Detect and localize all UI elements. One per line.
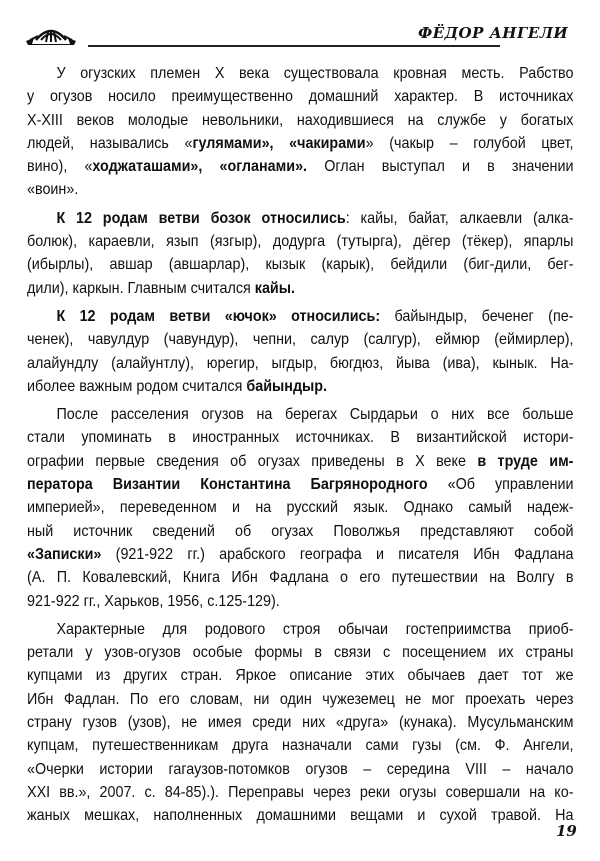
text-run: людей, назывались « [27, 134, 193, 152]
bold-text: ходжаташами», «огланами». [92, 158, 308, 176]
page-number: 19 [556, 822, 577, 840]
paragraph [27, 403, 573, 613]
bold-text: байындыр. [246, 377, 328, 395]
text-line [27, 520, 573, 543]
text-run: У огузских племен Х века существовала кровная месть. Рабство [56, 65, 574, 82]
paragraph [27, 62, 573, 202]
text-line [27, 277, 573, 300]
text-run: (ибырлы), авшар (авшарлар), кызык (карык), бейдили (биг-дили, бег- [27, 256, 574, 274]
paragraph [27, 207, 573, 300]
body-text [27, 62, 573, 828]
text-line [27, 132, 573, 155]
text-line [27, 62, 573, 85]
text-line [27, 711, 573, 734]
text-run: (921-922 гг.) арабского географа и писателя Ибн Фадлана [101, 545, 574, 563]
text-run: иболее важным родом считался [27, 377, 247, 395]
text-run: ченек), чавулдур (чавундур), чепни, салур (салгур), еймюр (еймирлер), [27, 331, 574, 349]
text-run: ный источник сведений об огузах Поволжья представляют собой [27, 522, 574, 540]
bold-text: К 12 родам ветви бозок относились [56, 209, 346, 227]
text-run: дили), каркын. Главным считался [27, 279, 255, 297]
text-run: у огузов носило преимущественно домашний характер. В источниках [27, 88, 574, 106]
text-line [27, 328, 573, 351]
text-run: После расселения огузов на берегах Сырдарьи о них все больше [56, 406, 574, 424]
text-line [27, 178, 573, 201]
text-line [27, 207, 573, 230]
running-header [0, 0, 600, 52]
text-run: Оглан выступал и в значении [307, 158, 574, 176]
text-line [27, 688, 573, 711]
text-line [27, 543, 573, 566]
text-run: : кайы, байат, алкаевли (алка- [345, 209, 574, 227]
text-run: империей», переведенном и на русский язык. Однако самый надеж- [27, 499, 574, 517]
text-run: алайундлу (алайунтлу), юрегир, ыгдыр, бюгдюз, йыва (ива), кынык. На- [27, 354, 574, 372]
text-run: XXI вв.», 2007. с. 84-85).). Переправы через реки огузы совершали на ко- [27, 783, 574, 801]
text-line [27, 566, 573, 589]
text-line [27, 155, 573, 178]
text-line [27, 403, 573, 426]
text-run: «Об управлении [427, 476, 574, 494]
text-line [27, 758, 573, 781]
text-run: болюк), караевли, язып (язгыр), додурга (тутырга), дёгер (тёкер), япарлы [27, 233, 574, 251]
text-line [27, 473, 573, 496]
text-line [27, 590, 573, 613]
text-run: Х-XIII веков молодые невольники, находившиеся на службе у богатых [27, 111, 574, 129]
text-line [27, 618, 573, 641]
text-run: (А. П. Ковалевский, Книга Ибн Фадлана о его путешествии на Волгу в [27, 569, 574, 587]
bold-text: К 12 родам ветви «ючок» относились: [56, 307, 381, 325]
text-run: ографии первые сведения об огузах приведены в Х веке [27, 452, 478, 470]
text-line [27, 734, 573, 757]
text-line [27, 375, 573, 398]
text-line [27, 305, 573, 328]
text-run: купцам, путешественникам друга назначали сами гузы (см. Ф. Ангели, [27, 737, 574, 755]
text-run: » (чакыр – голубой цвет, [365, 134, 574, 152]
bold-text: гулямами», «чакирами [192, 134, 366, 152]
bold-text: в труде им- [477, 452, 574, 470]
text-line [27, 352, 573, 375]
text-line [27, 664, 573, 687]
bold-text: «Записки» [27, 545, 102, 563]
decorative-ornament-icon [24, 24, 78, 46]
text-line [27, 109, 573, 132]
text-line [27, 641, 573, 664]
text-line [27, 781, 573, 804]
header-rule [88, 45, 500, 47]
text-run: стали упоминать в иностранных источниках. В византийской истори- [27, 429, 574, 447]
text-run: жаных мешках, наполненных домашними вещами и сухой травой. На [27, 807, 574, 825]
bold-text: кайы. [254, 279, 295, 297]
paragraph [27, 618, 573, 828]
text-line [27, 450, 573, 473]
text-run: «воин». [27, 181, 79, 199]
text-line [27, 85, 573, 108]
text-run: байындыр, беченег (пе- [380, 307, 574, 325]
text-line [27, 230, 573, 253]
text-line [27, 496, 573, 519]
bold-text: ператора Византии Константина Багрянородного [27, 476, 428, 494]
text-run: ретали у узов-огузов особые формы в связи с посещением их страны [27, 644, 574, 662]
text-run: купцами из других стран. Яркое описание этих обычаев дает тот же [27, 667, 574, 685]
text-line [27, 253, 573, 276]
text-line [27, 426, 573, 449]
text-run: Характерные для родового строя обычаи гостеприимства приоб- [56, 620, 574, 638]
text-run: страну гузов (узов), не имея среди них «друга» (кунака). Мусульманским [27, 714, 574, 732]
running-header-title: ФЁДОР АНГЕЛИ [418, 24, 569, 42]
text-run: Ибн Фадлан. По его словам, ни один чужеземец не мог проехать через [27, 690, 574, 708]
text-run: «Очерки истории гагаузов-потомков огузов – середина VIII – начало [27, 760, 574, 778]
paragraph [27, 305, 573, 398]
text-line [27, 804, 573, 827]
text-run: вино), « [27, 158, 93, 176]
text-run: 921-922 гг., Харьков, 1956, с.125-129). [27, 592, 280, 610]
